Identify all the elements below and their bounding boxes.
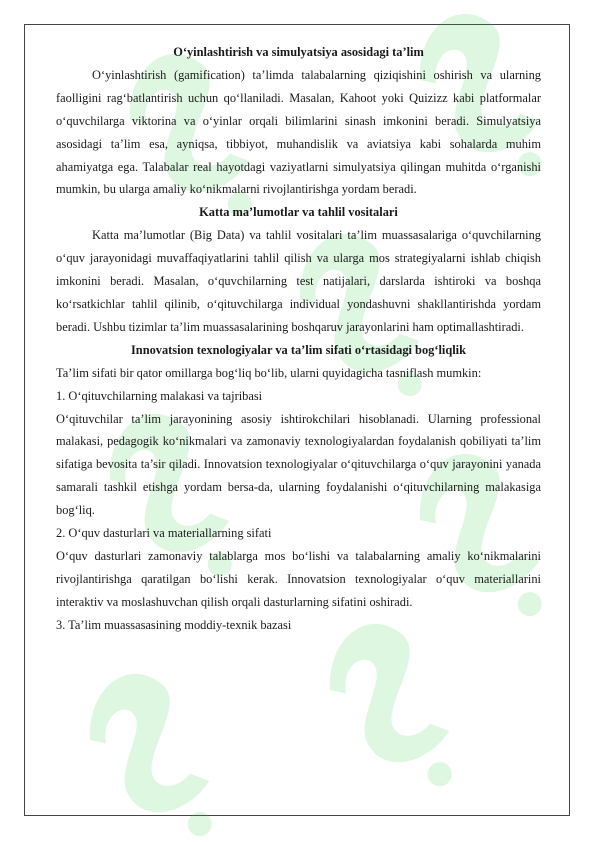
section-heading-big-data: Katta ma’lumotlar va tahlil vositalari [199,205,398,220]
list-item-title-teachers: 1. O‘qituvchilarning malakasi va tajribasi [56,388,263,403]
paragraph-gamification: O‘yinlashtirish (gamification) ta’limda talabalarning qiziqishini oshirish va ularning faolligini rag‘batlantirish uchun qo‘llaniladi. Masalan, Kahoot yoki Quizizz kabi platformalar o‘quvchilarga viktorina va o‘yinlar orqali bilimlarini sinash imkonini beradi. Simulyatsiya asosidagi ta’lim esa, ayniqsa, tibbiyot, muhandislik va aviatsiya kabi sohalarda muhim ahamiyatga ega. Talabalar real hayotdagi vaziyatlarni simulyatsiya qilingan muhitda o‘rganishi mumkin, bu ularga amaliy ko‘nikmalarni rivojlantirishga yordam beradi. [56,67,541,197]
document-body [56,41,541,637]
paragraph-intro: Ta’lim sifati bir qator omillarga bog‘liq bo‘lib, ularni quyidagicha tasniflash mumkin: [56,365,482,380]
list-item-title-infrastructure: 3. Ta’lim muassasasining moddiy-texnik bazasi [56,617,292,632]
list-item-text-curriculum: O‘quv dasturlari zamonaviy talablarga mos bo‘lishi va talabalarning amaliy ko‘nikmalarini rivojlantirishga qaratilgan bo‘lishi kerak. Innovatsion texnologiyalar o‘quv materiallarini interaktiv va moslashuvchan qilish orqali dasturlarning sifatini oshiradi. [56,548,541,609]
list-item-title-curriculum: 2. O‘quv dasturlari va materiallarning sifati [56,526,272,541]
paragraph-big-data: Katta ma’lumotlar (Big Data) va tahlil vositalari ta’lim muassasalariga o‘quvchilarning o‘quv jarayonidagi muvaffaqiyatlarini tahlil qilish va ularga mos strategiyalarni ishlab chiqish imkonini beradi. Masalan, o‘quvchilarning test natijalari, darslarda ishtiroki va boshqa ko‘rsatkichlar tahlil qilinib, o‘qituvchilarga individual yondashuvni shakllantirishda yordam beradi. Ushbu tizimlar ta’lim muassasalarining boshqaruv jarayonlarini ham optimallashtiradi. [56,228,541,334]
list-item-text-teachers: O‘qituvchilar ta’lim jarayonining asosiy ishtirokchilari hisoblanadi. Ularning professional malakasi, pedagogik ko‘nikmalari va zamonaviy texnologiyalardan foydalanish qobiliyati ta’lim sifatiga bevosita ta’sir qiladi. Innovatsion texnologiyalar o‘qituvchilarga o‘quv jarayonini yanada samarali tashkil etishga yordam bersa-da, ularning foydalanishi o‘qituvchilarning malakasiga bog‘liq. [56,411,541,518]
section-heading-innovation-quality: Innovatsion texnologiyalar va ta’lim sifati o‘rtasidagi bog‘liqlik [130,342,467,357]
section-heading-gamification: O‘yinlashtirish va simulyatsiya asosidagi ta’lim [173,45,424,59]
